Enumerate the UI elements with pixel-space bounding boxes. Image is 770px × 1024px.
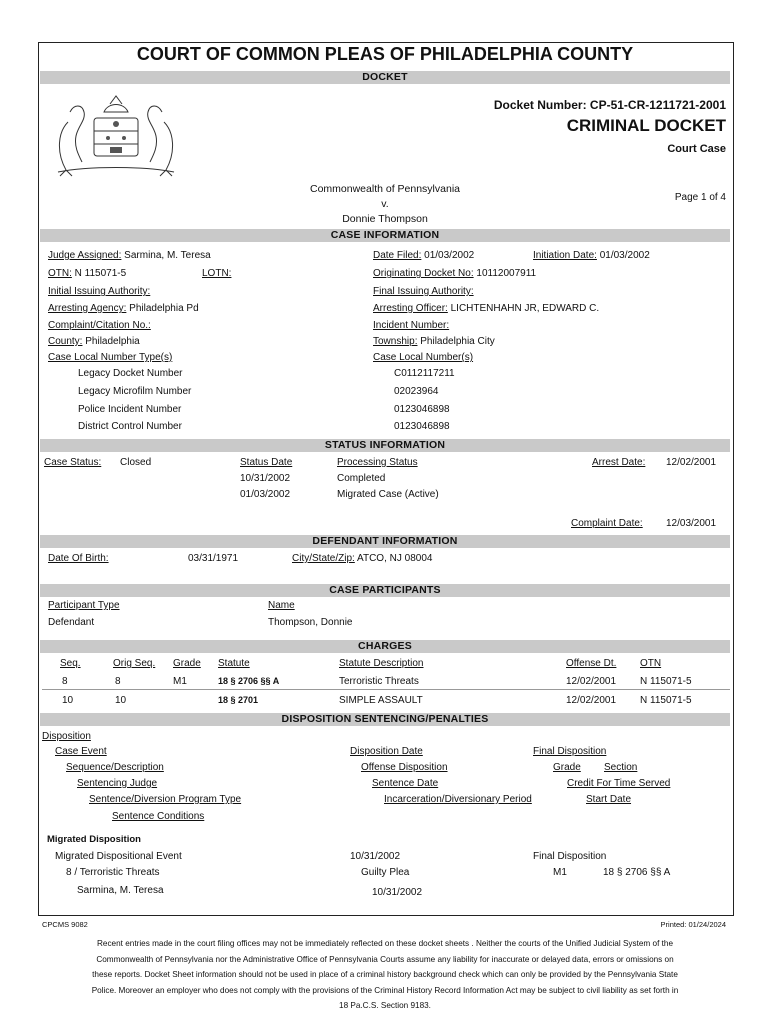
charges-band: CHARGES (40, 640, 730, 653)
defendant-information-band: DEFENDANT INFORMATION (40, 535, 730, 548)
township-label: Township: (373, 336, 418, 347)
judge-row (48, 250, 211, 261)
caption-versus: v. (381, 198, 389, 210)
complaint-citation-label: Complaint/Citation No.: (48, 320, 151, 331)
charge-orig-seq: 8 (115, 676, 121, 687)
arresting-agency-row (48, 303, 199, 314)
court-title: COURT OF COMMON PLEAS OF PHILADELPHIA COUNTY (136, 44, 634, 64)
otn-row (48, 268, 126, 279)
arresting-agency-label: Arresting Agency: (48, 303, 127, 314)
dob-label: Date Of Birth: (48, 553, 109, 564)
arresting-officer-row (373, 303, 599, 314)
offense-disposition-header: Offense Disposition (361, 762, 448, 773)
originating-docket-row (373, 268, 536, 279)
status-row-status: Migrated Case (Active) (337, 489, 439, 500)
charge-header-otn: OTN (640, 658, 662, 669)
initiation-date-row (533, 250, 650, 261)
otn-label: OTN: (48, 268, 72, 279)
incident-number-label: Incident Number: (373, 320, 450, 331)
sentencing-judge-header: Sentencing Judge (77, 778, 158, 789)
participant-type-value: Defendant (48, 617, 95, 628)
status-information-band: STATUS INFORMATION (40, 439, 730, 452)
charge-statute: 18 § 2701 (218, 695, 259, 705)
township-row (373, 336, 495, 347)
docket-type: CRIMINAL DOCKET (566, 116, 726, 135)
sentence-date-header: Sentence Date (372, 778, 439, 789)
form-id: CPCMS 9082 (42, 920, 88, 929)
processing-status-header: Processing Status (337, 457, 418, 468)
local-type-item: Police Incident Number (78, 404, 182, 415)
local-type-item: District Control Number (78, 421, 182, 432)
county-label: County: (48, 336, 83, 347)
caption-defendant: Donnie Thompson (342, 213, 428, 225)
local-type-item: Legacy Docket Number (78, 368, 183, 379)
arresting-agency-value: Philadelphia Pd (129, 303, 199, 314)
city-state-zip-row (292, 553, 432, 564)
charge-description: Terroristic Threats (339, 676, 419, 687)
footer-disclaimer: Recent entries made in the court filing offices may not be immediately reflected on these docket sheets . Neither the courts of the Unified Judicial System of the Commonwealth of Pennsylvania nor the Administrative Office of Pennsylvania Courts assume any liability for inaccurate or delayed data, errors or omissions on these reports. Docket Sheet information should not be used in place of a criminal history background check which can only be provided by the Pennsylvania State Police. Moreover an employer who does not comply with the provisions of the Criminal History Record Information Act may be subject to civil liability as set forth in 18 Pa.C.S. Section 9183. (91, 939, 679, 1010)
sequence-description-header: Sequence/Description (66, 762, 164, 773)
page-number: Page 1 of 4 (674, 192, 726, 203)
complaint-date-value: 12/03/2001 (666, 518, 717, 529)
case-kind: Court Case (667, 143, 726, 155)
sentence-date-value: 10/31/2002 (372, 887, 423, 898)
final-authority-label: Final Issuing Authority: (373, 286, 474, 297)
charge-grade: M1 (173, 676, 187, 687)
charge-offense-date: 12/02/2001 (566, 695, 617, 706)
final-disposition-header: Final Disposition (533, 746, 607, 757)
charge-header-offense-date: Offense Dt. (566, 658, 617, 669)
disposition-section: 18 § 2706 §§ A (603, 867, 671, 878)
charge-header-grade: Grade (173, 658, 201, 669)
charge-header-seq: Seq. (60, 658, 81, 669)
disposition-event: Migrated Dispositional Event (55, 851, 182, 862)
printed-date: Printed: 01/24/2024 (660, 920, 726, 929)
initial-authority-label: Initial Issuing Authority: (48, 286, 151, 297)
section-header: Section (604, 762, 638, 773)
arrest-date-value: 12/02/2001 (666, 457, 717, 468)
local-number-item: C0112117211 (394, 368, 455, 379)
local-number-item: 02023964 (394, 386, 439, 397)
originating-docket-label: Originating Docket No: (373, 268, 474, 279)
originating-docket-value: 10112007911 (476, 268, 537, 279)
county-row (48, 336, 140, 347)
charge-header-statute: Statute (218, 658, 250, 669)
caption-plaintiff: Commonwealth of Pennsylvania (310, 183, 460, 195)
sentencing-judge-value: Sarmina, M. Teresa (77, 885, 164, 896)
city-state-zip-label: City/State/Zip: (292, 553, 355, 564)
charge-divider (42, 689, 730, 690)
charge-offense-date: 12/02/2001 (566, 676, 617, 687)
disposition-band: DISPOSITION SENTENCING/PENALTIES (40, 713, 730, 726)
grade-header: Grade (553, 762, 581, 773)
dob-value: 03/31/1971 (188, 553, 239, 564)
participant-name-value: Thompson, Donnie (268, 617, 353, 628)
case-status-label: Case Status: (44, 457, 102, 468)
initiation-date-value: 01/03/2002 (599, 250, 650, 261)
date-filed-label: Date Filed: (373, 250, 422, 261)
judge-value: Sarmina, M. Teresa (124, 250, 211, 261)
start-date-header: Start Date (586, 794, 632, 805)
initiation-date-label: Initiation Date: (533, 250, 597, 261)
arrest-date-label: Arrest Date: (592, 457, 646, 468)
lotn-label: LOTN: (202, 268, 232, 279)
pennsylvania-seal-icon (48, 92, 184, 178)
local-number-item: 0123046898 (394, 404, 450, 415)
disposition-event-final: Final Disposition (533, 851, 607, 862)
participant-name-header: Name (268, 600, 295, 611)
local-type-item: Legacy Microfilm Number (78, 386, 192, 397)
disposition-offense: Guilty Plea (361, 867, 410, 878)
charge-seq: 10 (62, 695, 74, 706)
participant-type-header: Participant Type (48, 600, 120, 611)
complaint-date-label: Complaint Date: (571, 518, 643, 529)
disposition-header: Disposition (42, 731, 91, 742)
migrated-disposition-title: Migrated Disposition (47, 834, 141, 845)
case-status-value: Closed (120, 457, 152, 468)
county-value: Philadelphia (85, 336, 140, 347)
incarceration-period-header: Incarceration/Diversionary Period (384, 794, 532, 805)
case-information-band: CASE INFORMATION (40, 229, 730, 242)
disposition-event-date: 10/31/2002 (350, 851, 401, 862)
charge-orig-seq: 10 (115, 695, 127, 706)
judge-label: Judge Assigned: (48, 250, 122, 261)
local-number-item: 0123046898 (394, 421, 450, 432)
charge-otn: N 115071-5 (640, 676, 692, 687)
township-value: Philadelphia City (420, 336, 495, 347)
credit-time-served-header: Credit For Time Served (567, 778, 671, 789)
case-participants-band: CASE PARTICIPANTS (40, 584, 730, 597)
charge-seq: 8 (62, 676, 68, 687)
charge-otn: N 115071-5 (640, 695, 692, 706)
arresting-officer-label: Arresting Officer: (373, 303, 448, 314)
sentence-program-header: Sentence/Diversion Program Type (89, 794, 242, 805)
disposition-seq-desc: 8 / Terroristic Threats (66, 867, 160, 878)
case-local-type-label: Case Local Number Type(s) (48, 352, 173, 363)
status-row-status: Completed (337, 473, 386, 484)
status-row-date: 10/31/2002 (240, 473, 291, 484)
status-date-header: Status Date (240, 457, 293, 468)
date-filed-value: 01/03/2002 (424, 250, 475, 261)
status-row-date: 01/03/2002 (240, 489, 291, 500)
city-state-zip-value: ATCO, NJ 08004 (357, 553, 433, 564)
case-event-header: Case Event (55, 746, 107, 757)
date-filed-row (373, 250, 474, 261)
charge-description: SIMPLE ASSAULT (339, 695, 423, 706)
arresting-officer-value: LICHTENHAHN JR, EDWARD C. (450, 303, 600, 314)
sentence-conditions-header: Sentence Conditions (112, 811, 205, 822)
disposition-date-header: Disposition Date (350, 746, 423, 757)
charge-header-description: Statute Description (339, 658, 424, 669)
otn-value: N 115071-5 (74, 268, 127, 279)
docket-band: DOCKET (40, 71, 730, 84)
charge-header-orig-seq: Orig Seq. (113, 658, 156, 669)
docket-number: Docket Number: CP-51-CR-1211721-2001 (493, 98, 726, 112)
charge-statute: 18 § 2706 §§ A (218, 676, 280, 686)
disposition-grade: M1 (553, 867, 567, 878)
case-local-number-label: Case Local Number(s) (373, 352, 474, 363)
